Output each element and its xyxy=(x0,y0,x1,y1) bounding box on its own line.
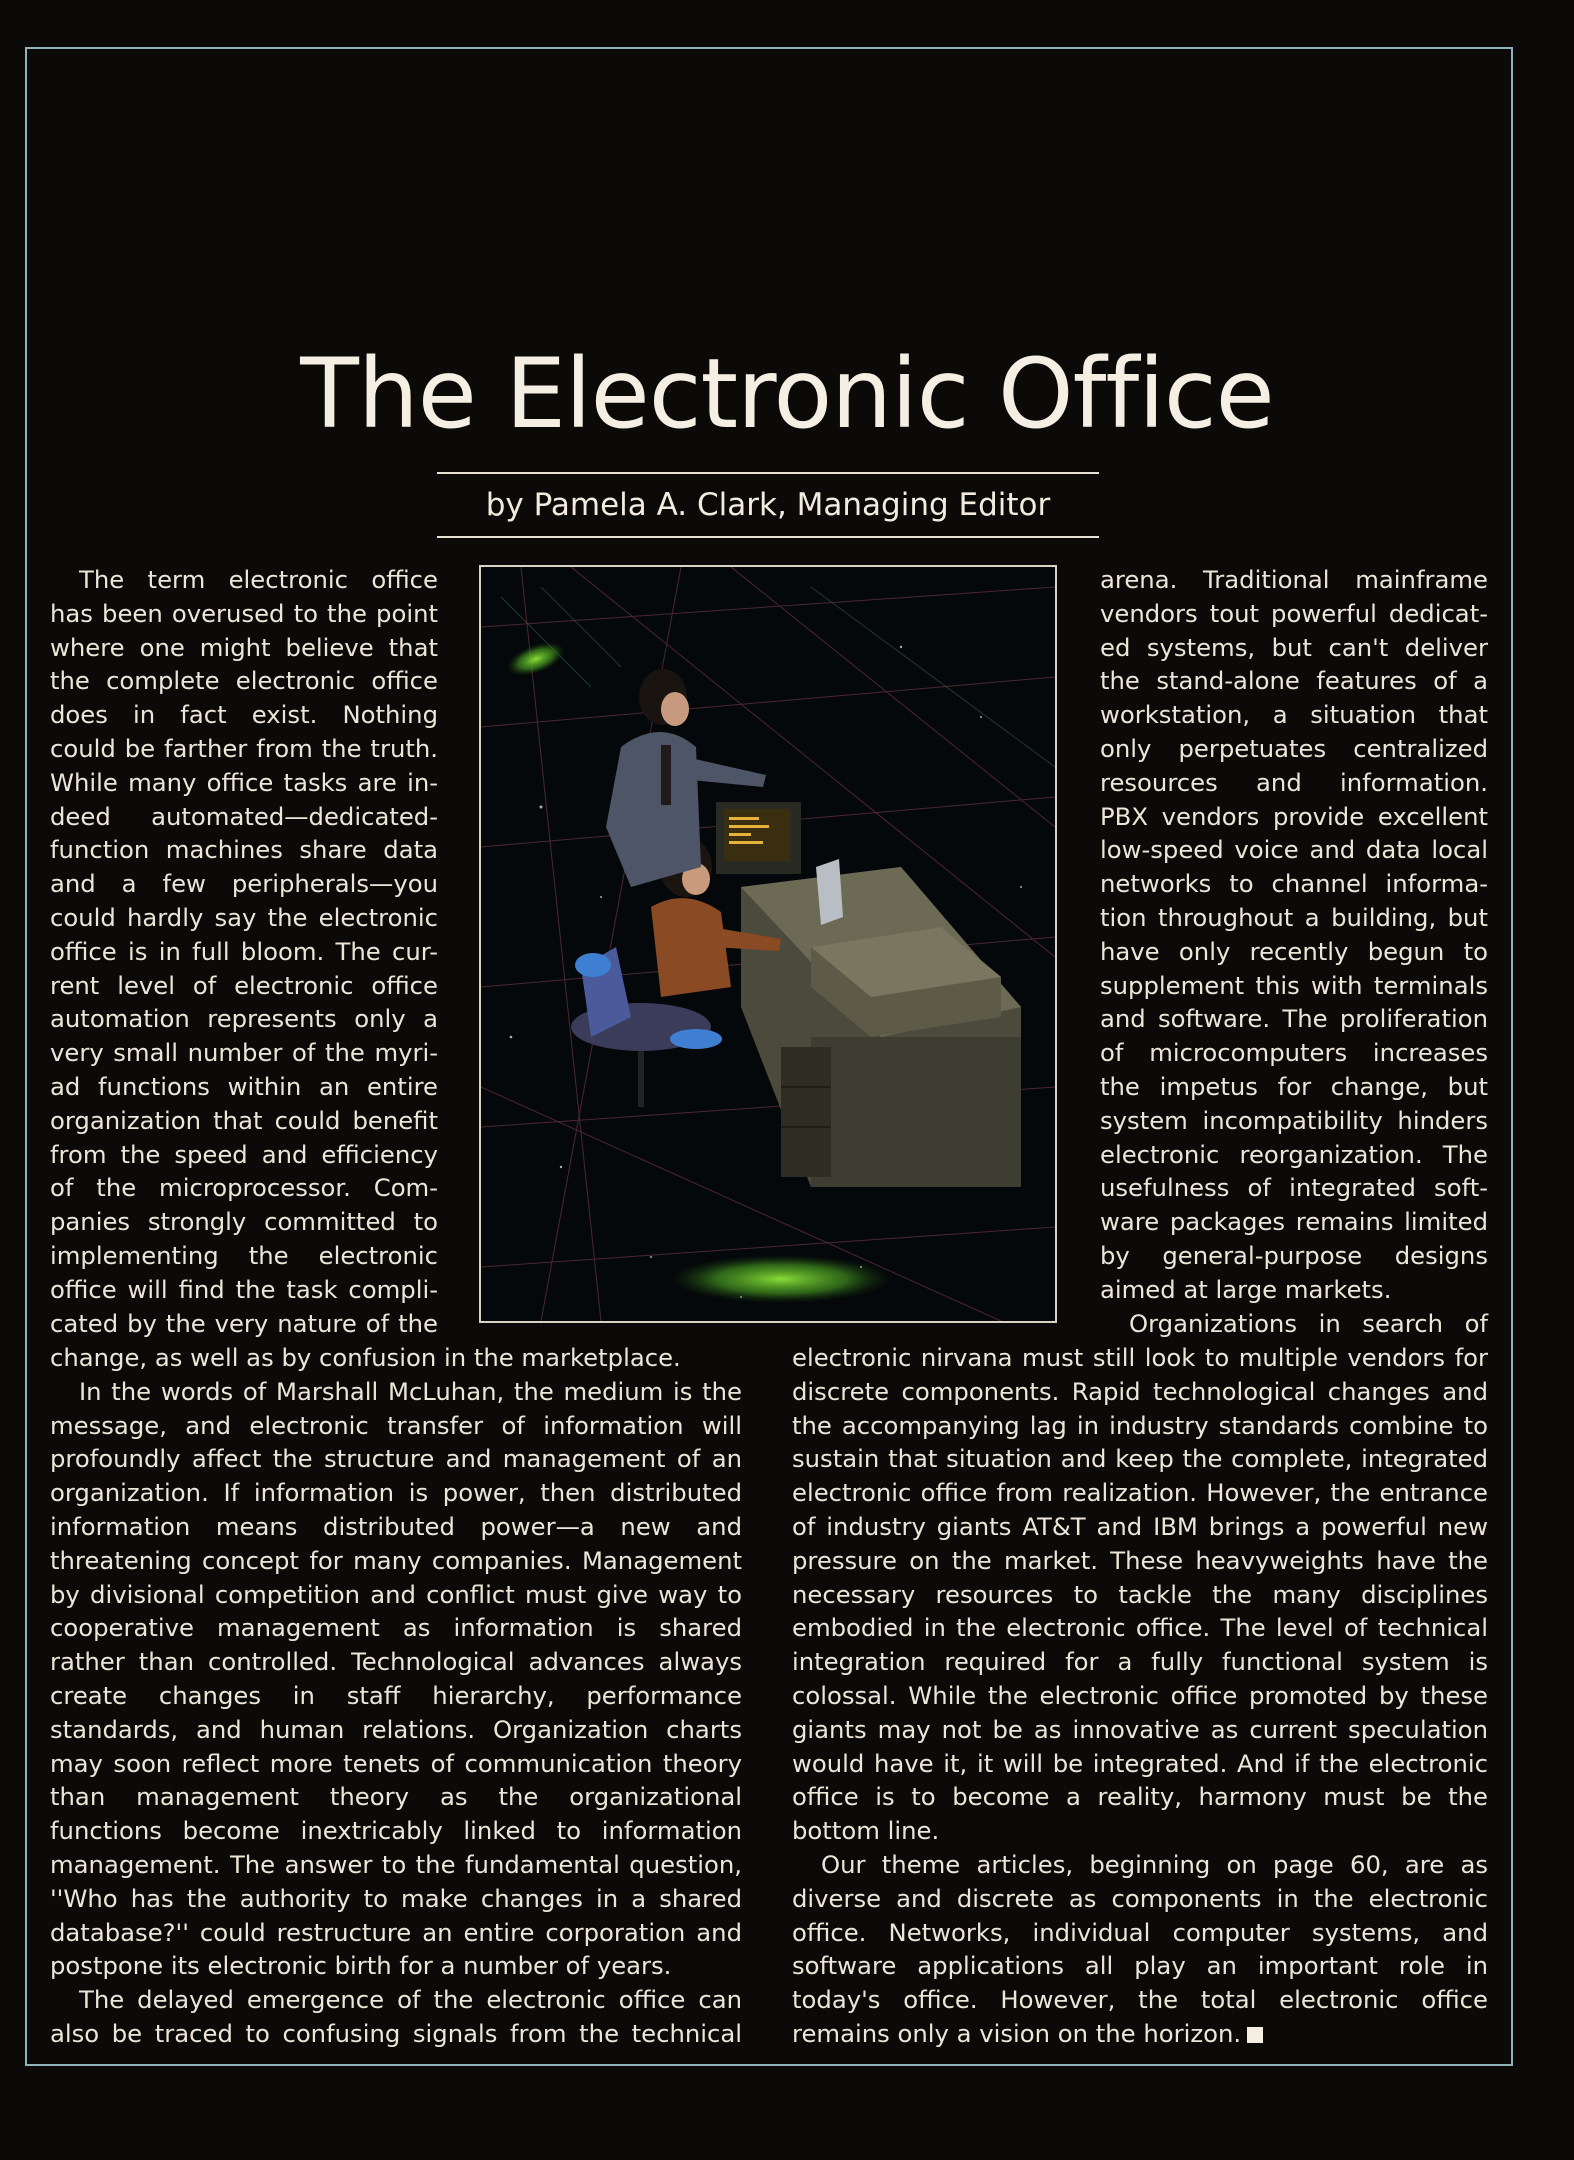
text-line: by general-purpose designs xyxy=(1100,1240,1488,1270)
text-line: the complete electronic office xyxy=(50,666,438,696)
text-line: resources and information. xyxy=(1100,767,1488,797)
text-line: office will find the task compli- xyxy=(50,1274,438,1304)
text-line: workstation, a situation that xyxy=(1100,700,1488,730)
text-line: Organizations in search of xyxy=(1129,1308,1488,1338)
text-line: electronic reorganization. The xyxy=(1100,1139,1488,1169)
text-line: tion throughout a building, but xyxy=(1100,902,1488,932)
text-line: office is in full bloom. The cur- xyxy=(50,936,438,966)
text-line: ed systems, but can't deliver xyxy=(1100,632,1488,662)
text-line: low-speed voice and data local xyxy=(1100,835,1488,865)
text-line: cated by the very nature of the xyxy=(50,1308,438,1338)
text-line: vendors tout powerful dedicat- xyxy=(1100,598,1488,628)
byline: by Pamela A. Clark, Managing Editor xyxy=(437,472,1099,538)
paragraph-nirvana: electronic nirvana must still look to multiple vendors for discrete components. Rapid technological changes and the accompanying lag in industry standards combine to sustain that situation and keep the complete, integrated electronic office from realization. However, the entrance of industry giants AT&T and IBM brings a powerful new pressure on the market. These heavyweights have the necessary resources to tackle the many disciplines embodied in the electronic office. The level of technical integration required for a fully functional system is colossal. While the electronic office promoted by these giants may not be as innovative as current speculation would have it, it will be integrated. And if the electronic office is to become a reality, harmony must be the bottom line. xyxy=(792,1343,1488,1846)
text-line: The term electronic office xyxy=(79,565,438,594)
illustration-office-workers xyxy=(479,565,1057,1323)
text-line: does in fact exist. Nothing xyxy=(50,700,438,730)
text-line: where one might believe that xyxy=(50,632,438,662)
article-title: The Electronic Office xyxy=(300,338,1274,450)
text-line: implementing the electronic xyxy=(50,1240,438,1270)
right-column-text xyxy=(1100,563,1488,1340)
paragraph-mcluhan: In the words of Marshall McLuhan, the medium is the message, and electronic transfer of information will profoundly affect the structure and management of an organization. If information is power, then distributed information means distributed power—a new and threatening concept for many companies. Management by divisional competition and conflict must give way to cooperative management as information is shared rather than controlled. Technological advances always create changes in staff hierarchy, performance standards, and human relations. Organization charts may soon reflect more tenets of communication theory than management theory as the organizational functions become inextricably linked to information management. The answer to the fundamental question, ''Who has the authority to make changes in a shared database?'' could restructure an entire corporation and postpone its electronic birth for a number of years. xyxy=(50,1376,742,1981)
text-line: panies strongly committed to xyxy=(50,1207,438,1237)
text-line: and a few peripherals—you xyxy=(50,869,438,899)
text-line: rent level of electronic office xyxy=(50,970,438,1000)
text-line: the stand-alone features of a xyxy=(1100,666,1488,696)
text-line: ware packages remains limited xyxy=(1100,1207,1488,1237)
text-line: arena. Traditional mainframe xyxy=(1100,565,1488,594)
text-line: of microcomputers increases xyxy=(1100,1038,1488,1068)
paragraph-theme-articles xyxy=(792,1848,1488,2051)
text-line: organization that could benefit xyxy=(50,1105,438,1135)
text-line: function machines share data xyxy=(50,835,438,865)
bottom-right-column xyxy=(792,1341,1488,2051)
text-line: could hardly say the electronic xyxy=(50,902,438,932)
text-line: aimed at large markets. xyxy=(1100,1274,1392,1304)
text-line: networks to channel informa- xyxy=(1100,869,1488,899)
text-line: of the microprocessor. Com- xyxy=(50,1173,438,1203)
text-line: very small number of the myri- xyxy=(50,1038,438,1068)
paragraph-continuation: change, as well as by confusion in the marketplace. xyxy=(50,1343,681,1372)
paragraph-delayed-emergence: The delayed emergence of the electronic office can also be traced to confusing signals from the technical xyxy=(50,1985,742,2048)
bottom-left-column xyxy=(50,1341,742,2051)
text-line: PBX vendors provide excellent xyxy=(1100,801,1488,831)
text-line: usefulness of integrated soft- xyxy=(1100,1173,1488,1203)
text-line: supplement this with terminals xyxy=(1100,970,1488,1000)
text-line: deed automated—dedicated- xyxy=(50,801,438,831)
text-line: While many office tasks are in- xyxy=(50,767,438,797)
text-line: ad functions within an entire xyxy=(50,1071,438,1101)
text-line: automation represents only a xyxy=(50,1004,438,1034)
text-line: have only recently begun to xyxy=(1100,936,1488,966)
text-line: could be farther from the truth. xyxy=(50,733,438,763)
left-column-text xyxy=(50,563,438,1340)
text-line: the impetus for change, but xyxy=(1100,1071,1488,1101)
text-line: has been overused to the point xyxy=(50,598,438,628)
text-line: only perpetuates centralized xyxy=(1100,733,1488,763)
end-of-article-mark xyxy=(1247,2027,1263,2043)
illustration-artwork xyxy=(481,567,1055,1321)
text-line: from the speed and efficiency xyxy=(50,1139,438,1169)
text-line: and software. The proliferation xyxy=(1100,1004,1488,1034)
text-line: system incompatibility hinders xyxy=(1100,1105,1488,1135)
theme-articles-text: Our theme articles, beginning on page 60, are as diverse and discrete as components in the electronic office. Networks, individual computer systems, and software applications all play an important role in today's office. However, the total electronic office remains only a vision on the horizon. xyxy=(792,1849,1488,2048)
